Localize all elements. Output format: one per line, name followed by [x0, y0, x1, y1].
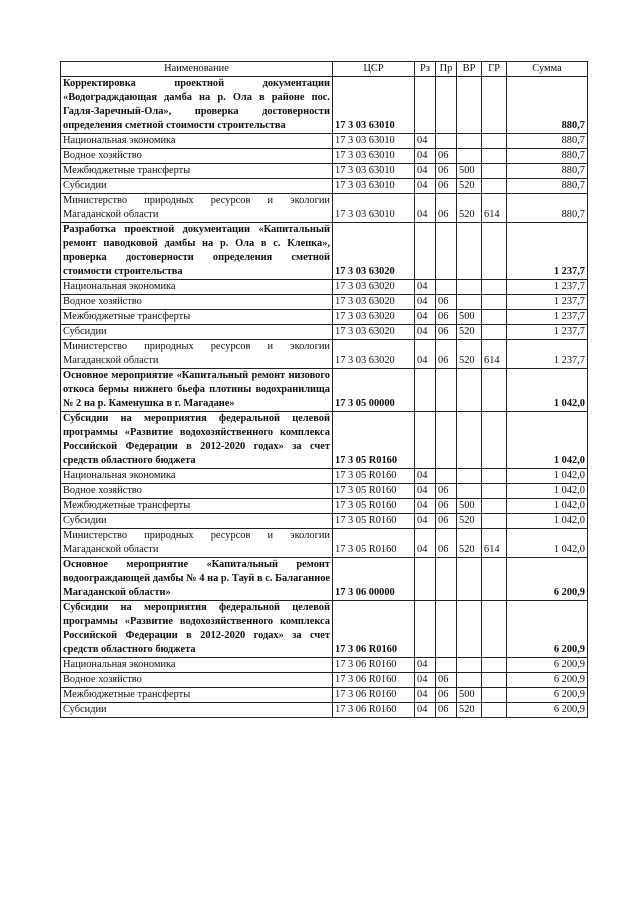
cell-rz: 04	[415, 673, 436, 688]
cell-sum: 880,7	[507, 134, 588, 149]
cell-sum: 880,7	[507, 164, 588, 179]
cell-rz: 04	[415, 179, 436, 194]
cell-rz: 04	[415, 134, 436, 149]
cell-name: Субсидии	[61, 514, 333, 529]
cell-sum: 1 237,7	[507, 223, 588, 280]
cell-sum: 1 042,0	[507, 499, 588, 514]
cell-name: Субсидии	[61, 325, 333, 340]
cell-gr	[482, 325, 507, 340]
cell-name: Министерство природных ресурсов и экологии Магаданской области	[61, 340, 333, 369]
cell-vr	[457, 280, 482, 295]
budget-document	[60, 61, 588, 718]
cell-sum: 6 200,9	[507, 658, 588, 673]
cell-pr: 06	[436, 688, 457, 703]
cell-vr	[457, 369, 482, 412]
cell-name: Основное мероприятие «Капитальный ремонт низового откоса бермы нижнего бьефа плотины водохранилища № 2 на р. Каменушка в г. Магадане»	[61, 369, 333, 412]
cell-rz: 04	[415, 499, 436, 514]
cell-csr: 17 3 03 63010	[333, 194, 415, 223]
table-row	[61, 658, 588, 673]
cell-csr: 17 3 05 R0160	[333, 514, 415, 529]
cell-pr	[436, 658, 457, 673]
cell-name: Министерство природных ресурсов и экологии Магаданской области	[61, 194, 333, 223]
table-row	[61, 310, 588, 325]
table-row	[61, 295, 588, 310]
cell-sum: 1 237,7	[507, 310, 588, 325]
cell-name: Национальная экономика	[61, 658, 333, 673]
cell-gr	[482, 484, 507, 499]
cell-sum: 1 237,7	[507, 295, 588, 310]
cell-sum: 1 237,7	[507, 325, 588, 340]
cell-csr: 17 3 06 00000	[333, 558, 415, 601]
cell-rz: 04	[415, 688, 436, 703]
cell-csr: 17 3 05 R0160	[333, 412, 415, 469]
cell-gr	[482, 310, 507, 325]
cell-vr: 500	[457, 164, 482, 179]
cell-name: Субсидии на мероприятия федеральной целевой программы «Развитие водохозяйственного комплекса Российской Федерации в 2012-2020 годах» за счет средств областного бюджета	[61, 601, 333, 658]
cell-vr: 520	[457, 529, 482, 558]
cell-gr	[482, 673, 507, 688]
table-row	[61, 179, 588, 194]
cell-csr: 17 3 03 63020	[333, 295, 415, 310]
table-row	[61, 688, 588, 703]
table-row	[61, 194, 588, 223]
cell-vr	[457, 484, 482, 499]
cell-csr: 17 3 03 63020	[333, 340, 415, 369]
cell-rz: 04	[415, 280, 436, 295]
cell-gr	[482, 558, 507, 601]
header-csr: ЦСР	[333, 62, 415, 77]
cell-vr	[457, 673, 482, 688]
cell-csr: 17 3 06 R0160	[333, 688, 415, 703]
cell-pr	[436, 469, 457, 484]
cell-rz: 04	[415, 484, 436, 499]
cell-gr	[482, 134, 507, 149]
table-row	[61, 514, 588, 529]
cell-sum: 1 042,0	[507, 529, 588, 558]
cell-csr: 17 3 05 R0160	[333, 529, 415, 558]
cell-rz: 04	[415, 514, 436, 529]
cell-pr	[436, 280, 457, 295]
header-pr: Пр	[436, 62, 457, 77]
cell-rz: 04	[415, 529, 436, 558]
cell-pr: 06	[436, 484, 457, 499]
cell-name: Субсидии на мероприятия федеральной целевой программы «Развитие водохозяйственного комплекса Российской Федерации в 2012-2020 годах» за счет средств областного бюджета	[61, 412, 333, 469]
table-row	[61, 369, 588, 412]
cell-pr: 06	[436, 194, 457, 223]
cell-sum: 1 042,0	[507, 514, 588, 529]
cell-pr: 06	[436, 295, 457, 310]
cell-csr: 17 3 03 63020	[333, 223, 415, 280]
cell-vr: 520	[457, 325, 482, 340]
cell-csr: 17 3 06 R0160	[333, 601, 415, 658]
cell-gr	[482, 688, 507, 703]
cell-pr: 06	[436, 149, 457, 164]
cell-sum: 1 237,7	[507, 340, 588, 369]
cell-vr: 520	[457, 340, 482, 369]
cell-rz: 04	[415, 340, 436, 369]
cell-rz	[415, 412, 436, 469]
cell-gr	[482, 280, 507, 295]
cell-pr: 06	[436, 529, 457, 558]
header-gr: ГР	[482, 62, 507, 77]
cell-name: Национальная экономика	[61, 469, 333, 484]
table-row	[61, 558, 588, 601]
cell-csr: 17 3 05 R0160	[333, 499, 415, 514]
cell-sum: 1 237,7	[507, 280, 588, 295]
cell-vr: 500	[457, 499, 482, 514]
cell-name: Межбюджетные трансферты	[61, 499, 333, 514]
cell-rz	[415, 558, 436, 601]
cell-rz: 04	[415, 164, 436, 179]
cell-vr: 500	[457, 310, 482, 325]
cell-csr: 17 3 06 R0160	[333, 703, 415, 718]
cell-name: Национальная экономика	[61, 280, 333, 295]
cell-sum: 6 200,9	[507, 673, 588, 688]
header-vr: ВР	[457, 62, 482, 77]
cell-gr	[482, 514, 507, 529]
cell-vr	[457, 134, 482, 149]
cell-vr: 520	[457, 703, 482, 718]
cell-gr	[482, 658, 507, 673]
cell-rz: 04	[415, 295, 436, 310]
table-row	[61, 601, 588, 658]
cell-name: Межбюджетные трансферты	[61, 310, 333, 325]
table-row	[61, 164, 588, 179]
cell-pr	[436, 223, 457, 280]
cell-vr	[457, 77, 482, 134]
cell-vr	[457, 149, 482, 164]
cell-pr	[436, 134, 457, 149]
cell-csr: 17 3 06 R0160	[333, 673, 415, 688]
cell-sum: 1 042,0	[507, 469, 588, 484]
cell-vr: 500	[457, 688, 482, 703]
cell-sum: 1 042,0	[507, 412, 588, 469]
table-row	[61, 77, 588, 134]
cell-vr	[457, 658, 482, 673]
cell-pr: 06	[436, 340, 457, 369]
cell-pr: 06	[436, 325, 457, 340]
header-sum: Сумма	[507, 62, 588, 77]
cell-pr	[436, 558, 457, 601]
cell-rz: 04	[415, 703, 436, 718]
table-row	[61, 412, 588, 469]
cell-vr: 520	[457, 194, 482, 223]
cell-gr	[482, 179, 507, 194]
table-row	[61, 484, 588, 499]
cell-csr: 17 3 03 63020	[333, 325, 415, 340]
table-row	[61, 280, 588, 295]
cell-gr	[482, 369, 507, 412]
cell-rz: 04	[415, 469, 436, 484]
cell-name: Водное хозяйство	[61, 484, 333, 499]
cell-pr: 06	[436, 164, 457, 179]
cell-pr	[436, 369, 457, 412]
cell-csr: 17 3 03 63010	[333, 179, 415, 194]
table-row	[61, 325, 588, 340]
cell-sum: 6 200,9	[507, 688, 588, 703]
cell-name: Министерство природных ресурсов и экологии Магаданской области	[61, 529, 333, 558]
cell-gr	[482, 703, 507, 718]
table-row	[61, 499, 588, 514]
cell-vr	[457, 412, 482, 469]
cell-vr	[457, 223, 482, 280]
table-row	[61, 529, 588, 558]
cell-csr: 17 3 03 63020	[333, 280, 415, 295]
cell-rz: 04	[415, 194, 436, 223]
cell-rz	[415, 223, 436, 280]
cell-name: Межбюджетные трансферты	[61, 688, 333, 703]
cell-vr: 520	[457, 179, 482, 194]
cell-name: Водное хозяйство	[61, 673, 333, 688]
cell-sum: 880,7	[507, 194, 588, 223]
cell-rz: 04	[415, 149, 436, 164]
cell-pr: 06	[436, 310, 457, 325]
cell-gr	[482, 164, 507, 179]
cell-vr	[457, 601, 482, 658]
header-name: Наименование	[61, 62, 333, 77]
table-row	[61, 149, 588, 164]
cell-csr: 17 3 05 00000	[333, 369, 415, 412]
cell-sum: 1 042,0	[507, 369, 588, 412]
cell-csr: 17 3 05 R0160	[333, 469, 415, 484]
cell-csr: 17 3 03 63010	[333, 149, 415, 164]
cell-gr	[482, 601, 507, 658]
cell-sum: 1 042,0	[507, 484, 588, 499]
cell-gr	[482, 149, 507, 164]
cell-vr: 520	[457, 514, 482, 529]
cell-gr	[482, 295, 507, 310]
cell-gr	[482, 412, 507, 469]
table-row	[61, 469, 588, 484]
cell-sum: 6 200,9	[507, 558, 588, 601]
cell-rz	[415, 601, 436, 658]
cell-sum: 880,7	[507, 149, 588, 164]
table-header-row	[61, 62, 588, 77]
cell-name: Разработка проектной документации «Капитальный ремонт паводковой дамбы на р. Ола в с. Клепка», проверка достоверности определения сметной стоимости строительства	[61, 223, 333, 280]
cell-pr	[436, 412, 457, 469]
cell-csr: 17 3 03 63010	[333, 164, 415, 179]
cell-pr: 06	[436, 179, 457, 194]
cell-gr: 614	[482, 340, 507, 369]
table-row	[61, 673, 588, 688]
cell-gr: 614	[482, 529, 507, 558]
cell-rz: 04	[415, 310, 436, 325]
cell-pr: 06	[436, 673, 457, 688]
cell-sum: 6 200,9	[507, 601, 588, 658]
cell-csr: 17 3 03 63020	[333, 310, 415, 325]
cell-sum: 880,7	[507, 179, 588, 194]
cell-csr: 17 3 03 63010	[333, 77, 415, 134]
cell-rz	[415, 77, 436, 134]
cell-csr: 17 3 06 R0160	[333, 658, 415, 673]
budget-table	[60, 61, 588, 718]
cell-rz: 04	[415, 325, 436, 340]
cell-name: Межбюджетные трансферты	[61, 164, 333, 179]
cell-name: Водное хозяйство	[61, 149, 333, 164]
cell-csr: 17 3 05 R0160	[333, 484, 415, 499]
cell-vr	[457, 469, 482, 484]
cell-pr: 06	[436, 499, 457, 514]
cell-name: Основное мероприятие «Капитальный ремонт водоограждающей дамбы № 4 на р. Тауй в с. Балаганное Магаданской области»	[61, 558, 333, 601]
cell-pr: 06	[436, 514, 457, 529]
cell-gr	[482, 499, 507, 514]
cell-name: Субсидии	[61, 703, 333, 718]
cell-name: Водное хозяйство	[61, 295, 333, 310]
cell-sum: 880,7	[507, 77, 588, 134]
table-row	[61, 703, 588, 718]
cell-gr	[482, 77, 507, 134]
cell-pr	[436, 77, 457, 134]
cell-pr: 06	[436, 703, 457, 718]
cell-rz: 04	[415, 658, 436, 673]
cell-gr	[482, 469, 507, 484]
cell-vr	[457, 558, 482, 601]
table-row	[61, 223, 588, 280]
table-row	[61, 134, 588, 149]
cell-sum: 6 200,9	[507, 703, 588, 718]
cell-name: Национальная экономика	[61, 134, 333, 149]
cell-vr	[457, 295, 482, 310]
cell-gr: 614	[482, 194, 507, 223]
table-row	[61, 340, 588, 369]
cell-gr	[482, 223, 507, 280]
cell-csr: 17 3 03 63010	[333, 134, 415, 149]
cell-name: Субсидии	[61, 179, 333, 194]
cell-name: Корректировка проектной документации «Водоградждающая дамба на р. Ола в районе пос. Гадля-Заречный-Ола», проверка достоверности определения сметной стоимости строительства	[61, 77, 333, 134]
cell-rz	[415, 369, 436, 412]
cell-pr	[436, 601, 457, 658]
header-rz: Рз	[415, 62, 436, 77]
